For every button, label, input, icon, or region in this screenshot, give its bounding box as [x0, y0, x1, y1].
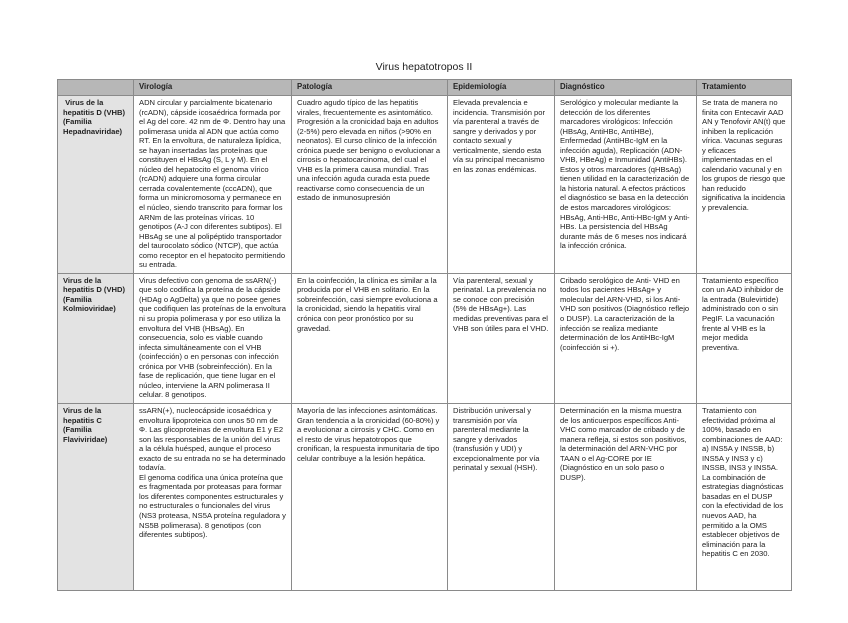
cell-diagnostico: Determinación en la misma muestra de los anticuerpos específicos Anti-VHC como marcador de cribado y de manera refleja, si estos son positivos, la determinación del ARN-VHC por TAAN o el Ag-CORE por IE (Diagnóstico en un solo paso o DUSP).	[555, 403, 697, 590]
cell-diagnostico: Cribado serológico de Anti- VHD en todos los pacientes HBsAg+ y molecular del ARN-VHD, si los Anti-VHD son positivos (Diagnóstico reflejo o DUSP). La caracterización de la infección se realiza mediante determinación de los AntiHBc-IgM (coinfección si +).	[555, 273, 697, 403]
table-row	[58, 273, 792, 403]
row-virus-name: Virus de la hepatitis D (VHD) (Familia Kolmioviridae)	[58, 273, 134, 403]
cell-virologia: Virus defectivo con genoma de ssARN(-) que solo codifica la proteína de la cápside (HDAg o AgDelta) ya que no posee genes que codifiquen las proteínas de la envoltura ni su propia polimerasa y por eso utiliza la envoltura del VHB (HBsAg). En consecuencia, solo es viable cuando infecta simultáneamente con el VHB (coinfección) o en personas con infección crónica por VHB (sobreinfección). En la fase de replicación, que tiene lugar en el núcleo, interviene la ARN polimerasa II celular. 8 genotipos.	[134, 273, 292, 403]
cell-tratamiento: Tratamiento con efectividad próxima al 100%, basado en combinaciones de AAD: a) INS5A y INSSB, b) INS5A y INS3 y c) INSSB, INS3 y INS5A. La combinación de estrategias diagnósticas basadas en el DUSP con la efectividad de los nuevos AAD, ha permitido a la OMS establecer objetivos de eliminación para la hepatitis C en 2030.	[697, 403, 792, 590]
header-cell-empty	[58, 80, 134, 96]
cell-diagnostico: Serológico y molecular mediante la detección de los diferentes marcadores virológicos: Infección (HBsAg, AntiHBc, AntiHBe), Enfermedad (AntiHBc-IgM en la infección aguda), Replicación (ADN-VHB, HBeAg) e Inmunidad (AntiHBs). Estos y otros marcadores (qHBsAg) tienen utilidad en la caracterización de la historia natural. A efectos prácticos el diagnóstico se basa en la detección de estos marcadores virológicos: HBsAg, Anti-HBc, Anti-HBc-IgM y Anti-HBs. La persistencia del HBsAg durante más de 6 meses nos indicará la infección crónica.	[555, 96, 697, 274]
cell-tratamiento: Se trata de manera no finita con Entecavir AAD AN y Tenofovir AN(t) que inhiben la replicación vírica. Vacunas seguras y eficaces implementadas en el calendario vacunal y en los grupos de riesgo que han reducido significativa la incidencia y prevalencia.	[697, 96, 792, 274]
cell-patologia: Mayoría de las infecciones asintomáticas. Gran tendencia a la cronicidad (60-80%) y a evolucionar a cirrosis y CHC. Como en el resto de virus hepatotropos que cronifican, la respuesta inmunitaria de tipo celular contribuye a la lesión hepática.	[292, 403, 448, 590]
table-row	[58, 403, 792, 590]
page-title: Virus hepatotropos II	[375, 61, 473, 73]
cell-epidemiologia: Vía parenteral, sexual y perinatal. La prevalencia no se conoce con precisión (5% de HBsAg+). Las medidas preventivas para el VHB son útiles para el VHD.	[448, 273, 555, 403]
row-virus-name: Virus de la hepatitis C (Familia Flaviviridae)	[58, 403, 134, 590]
header-tratamiento: Tratamiento	[697, 80, 792, 96]
header-patologia: Patología	[292, 80, 448, 96]
cell-tratamiento: Tratamiento específico con un AAD inhibidor de la entrada (Bulevirtide) administrado con o sin PegIF. La vacunación frente al VHB es la mejor medida preventiva.	[697, 273, 792, 403]
row-virus-name: Virus de la hepatitis D (VHB) (Familia Hepadnaviridae)	[58, 96, 134, 274]
cell-epidemiologia: Elevada prevalencia e incidencia. Transmisión por vía parenteral a través de sangre y derivados y por contacto sexual y verticalmente, siendo esta vía su principal mecanismo en las zonas endémicas.	[448, 96, 555, 274]
virus-table	[57, 79, 792, 591]
cell-virologia: ADN circular y parcialmente bicatenario (rcADN), cápside icosaédrica formada por el Ag del core. 42 nm de Φ. Dentro hay una polimerasa unida al ADN que actúa como RT. En la envoltura, de naturaleza lipídica, se hayan insertadas las proteínas que constituyen el HBsAg (S, L y M). En el núcleo del hepatocito el genoma vírico (rcADN) adquiere una forma circular cerrada covalentemente (cccADN), que forma un minicromosoma y permanece en el núcleo, siendo transcrito para formar los ARNm de las proteínas víricas. 10 genotipos (A-J con diferentes subtipos). El HBsAg se une al polipéptido transportador del taurocolato sódico (NTCP), que actúa como receptor en el hepatocito permitiendo su entrada.	[134, 96, 292, 274]
cell-virologia: ssARN(+), nucleocápside icosaédrica y envoltura lipoproteica con unos 50 nm de Φ. Las glicoproteinas de envoltura E1 y E2 son las responsables de la unión del virus a la célula huésped, aunque el proceso exacto de su entrada no se ha determinado todavía. El genoma codifica una única proteína que es fragmentada por proteasas para formar los diferentes componentes estructurales y no estructurales o funcionales del virus (NS3 proteasa, NS5A proteína reguladora y NS5B polimerasa). 8 genotipos (con diferentes subtipos).	[134, 403, 292, 590]
header-virologia: Virología	[134, 80, 292, 96]
cell-epidemiologia: Distribución universal y transmisión por vía parenteral mediante la sangre y derivados (transfusión y UDI) y excepcionalmente por vía perinatal y sexual (HSH).	[448, 403, 555, 590]
header-epidemiologia: Epidemiología	[448, 80, 555, 96]
header-row	[58, 80, 792, 96]
table-row	[58, 96, 792, 274]
header-diagnostico: Diagnóstico	[555, 80, 697, 96]
cell-patologia: En la coinfección, la clínica es similar a la producida por el VHB en solitario. En la sobreinfección, casi siempre evoluciona a la cronicidad, siendo la hepatitis viral crónica con peor pronóstico por su gravedad.	[292, 273, 448, 403]
cell-patologia: Cuadro agudo típico de las hepatitis virales, frecuentemente es asintomático. Progresión a la cronicidad baja en adultos (2-5%) pero elevada en niños (>90% en neonatos). El curso clínico de la infección crónica puede ser benigno o evolucionar a cirrosis o hepatocarcinoma, del cual el VHB es la primera causa mundial. Tras una infección aguda curada esta puede reactivarse como consecuencia de un estado de inmunosupresión	[292, 96, 448, 274]
